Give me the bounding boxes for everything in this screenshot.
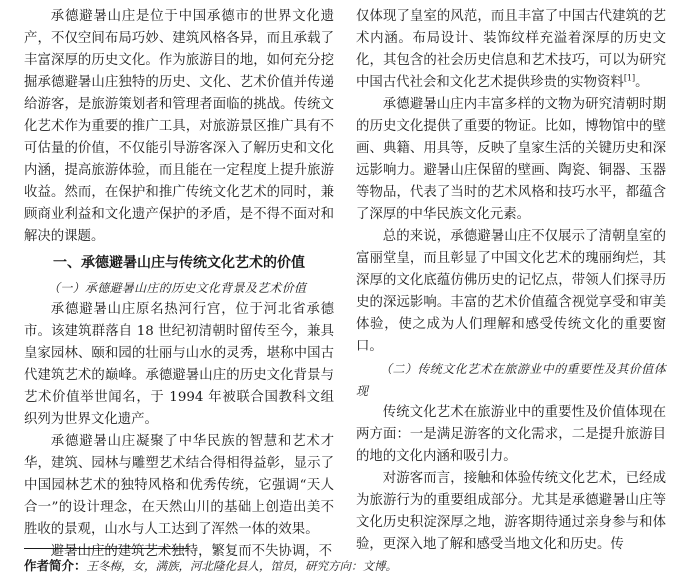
subsection-heading: （二）传统文化艺术在旅游业中的重要性及其价值体现 (356, 362, 666, 398)
body-paragraph: 承德避暑山庄内丰富多样的文物为研究清朝时期的历史文化提供了重要的物证。比如，博物馆中的壁画、典籍、用具等，反映了皇家生活的关键历史和深远影响力。避暑山庄保留的壁画、陶瓷、铜器、玉器等物品，代表了当时的艺术风格和技巧水平，都蕴含了深厚的中华民族文化元素。 (356, 97, 666, 222)
citation-marker[interactable]: [1] (623, 73, 636, 83)
author-footnote (24, 556, 664, 576)
right-column (356, 6, 666, 556)
footnote-label: 作者简介： (24, 558, 87, 573)
body-paragraph: 承德避暑山庄凝聚了中华民族的智慧和艺术才华，建筑、园林与雕塑艺术结合得相得益彰，显示了中国园林艺术的独特风格和优秀传统，它强调“天人合一”的设计理念，在天然山川的基础上创造出美不胜收的景观，山水与人工达到了浑然一体的效果。 (24, 434, 334, 537)
body-paragraph: 承德避暑山庄原名热河行宫，位于河北省承德市。该建筑群落自 18 世纪初清朝时留传至今，兼具皇家园林、颐和园的壮丽与山水的灵秀，堪称中国古代建筑艺术的巅峰。承德避暑山庄的历史文化背景与艺术价值举世闻名，于 1994 年被联合国教科文组织列为世界文化遗产。 (24, 302, 334, 427)
subsection-heading: （一）承德避暑山庄的历史文化背景及艺术价值 (48, 281, 307, 295)
continued-text-end: 。 (635, 75, 649, 90)
body-paragraph: 传统文化艺术在旅游业中的重要性及价值体现在两方面：一是满足游客的文化需求，二是提升旅游目的地的文化内涵和吸引力。 (356, 405, 666, 464)
left-column (24, 6, 334, 563)
section-heading: 一、承德避暑山庄与传统文化艺术的价值 (53, 255, 305, 271)
body-paragraph: 避暑山庄的建筑艺术独特，繁复而不失协调，不 (50, 544, 332, 559)
intro-paragraph: 承德避暑山庄是位于中国承德市的世界文化遗产，不仅空间布局巧妙、建筑风格各异，而且承载了丰富深厚的历史文化。作为旅游目的地，如何充分挖掘承德避暑山庄独特的历史、文化、艺术价值并传递给游客，是旅游策划者和管理者面临的挑战。传统文化艺术作为重要的推广工具，对旅游景区推广具有不可估量的价值，不仅能引导游客深入了解历史和文化内涵，提高旅游体验，而且能在一定程度上提升旅游收益。然而，在保护和推广传统文化艺术的同时，兼顾商业利益和文化遗产保护的矛盾，是不得不面对和解决的课题。 (24, 9, 334, 244)
body-paragraph: 总的来说，承德避暑山庄不仅展示了清朝皇室的富丽堂皇，而且彰显了中国文化艺术的瑰丽绚烂，其深厚的文化底蕴仿佛历史的记忆点，带领人们探寻历史的深远影响。丰富的艺术价值蕴含视觉享受和审美体验，使之成为人们理解和感受传统文化的重要窗口。 (356, 229, 666, 354)
footnote-text: 王冬梅，女，满族，河北隆化县人，馆员，研究方向：文博。 (86, 559, 398, 573)
continued-paragraph (356, 6, 666, 94)
continued-text: 仅体现了皇室的风范，而且丰富了中国古代建筑的艺术内涵。布局设计、装饰纹样充溢着深厚的历史文化，其包含的社会历史信息和艺术技巧，可以为研究中国古代社会和文化艺术提供珍贵的实物资料 (356, 9, 666, 90)
body-paragraph: 对游客而言，接触和体验传统文化艺术，已经成为旅游行为的重要组成部分。尤其是承德避暑山庄等文化历史积淀深厚之地，游客期待通过亲身参与和体验，更深入地了解和感受当地文化和历史。传 (356, 471, 666, 552)
footnote-divider (24, 548, 189, 549)
